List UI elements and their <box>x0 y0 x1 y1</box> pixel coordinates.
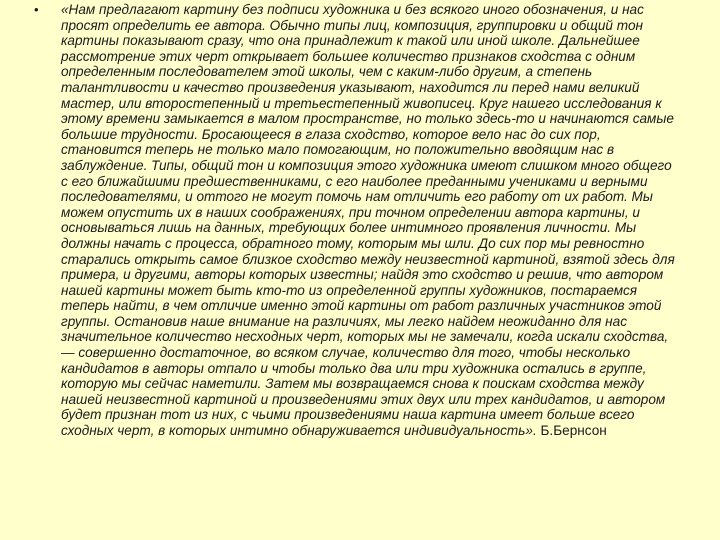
quote-paragraph <box>61 2 676 439</box>
bullet-marker: • <box>34 2 39 17</box>
quote-text: «Нам предлагают картину без подписи художника и без всякого иного обозначения, и нас просят определить ее автора. Обычно типы лиц, композиция, группировки и общий тон картины показывают сразу, что она принадлежит к такой или иной школе. Дальнейшее рассмотрение этих черт открывает большее количество признаков сходства с одним определенным последователем этой школы, чем с каким-либо другим, а степень талантливости и качество произведения указывают, находится ли перед нами великий мастер, или второстепенный и третьестепенный живописец. Круг нашего исследования к этому времени замыкается в малом пространстве, но только здесь-то и начинаются самые большие трудности. Бросающееся в глаза сходство, которое вело нас до сих пор, становится теперь не только мало помогающим, но положительно вводящим нас в заблуждение. Типы, общий тон и композиция этого художника имеют слишком много общего с его ближайшими предшественниками, с его наиболее преданными учениками и верными последователями, и оттого не могут помочь нам отличить его работу от их работ. Мы можем опустить их в наших соображениях, при точном определении автора картины, и основываться лишь на данных, требующих более интимного проявления личности. Мы должны начать с процесса, обратного тому, которым мы шли. До сих пор мы ревностно старались открыть самое близкое сходство между неизвестной картиной, взятой здесь для примера, и другими, авторы которых известны; найдя это сходство и решив, что автором нашей картины может быть кто-то из определенной группы художников, постараемся теперь найти, в чем отличие именно этой картины от работ различных участников этой группы. Остановив наше внимание на различиях, мы легко найдем неожиданно для нас значительное количество несходных черт, которых мы не замечали, когда искали сходства, — совершенно достаточное, во всяком случае, количество для того, чтобы несколько кандидатов в авторы отпало и чтобы только два или три художника остались в группе, которую мы сейчас наметили. Затем мы возвращаемся снова к поискам сходства между нашей неизвестной картиной и произведениями этих двух или трех кандидатов, и автором будет признан тот из них, с чьими произведениями наша картина имеет больше всего сходных черт, в которых интимно обнаруживается индивидуальность». <box>61 2 675 439</box>
quote-author: Б.Бернсон <box>536 423 607 439</box>
